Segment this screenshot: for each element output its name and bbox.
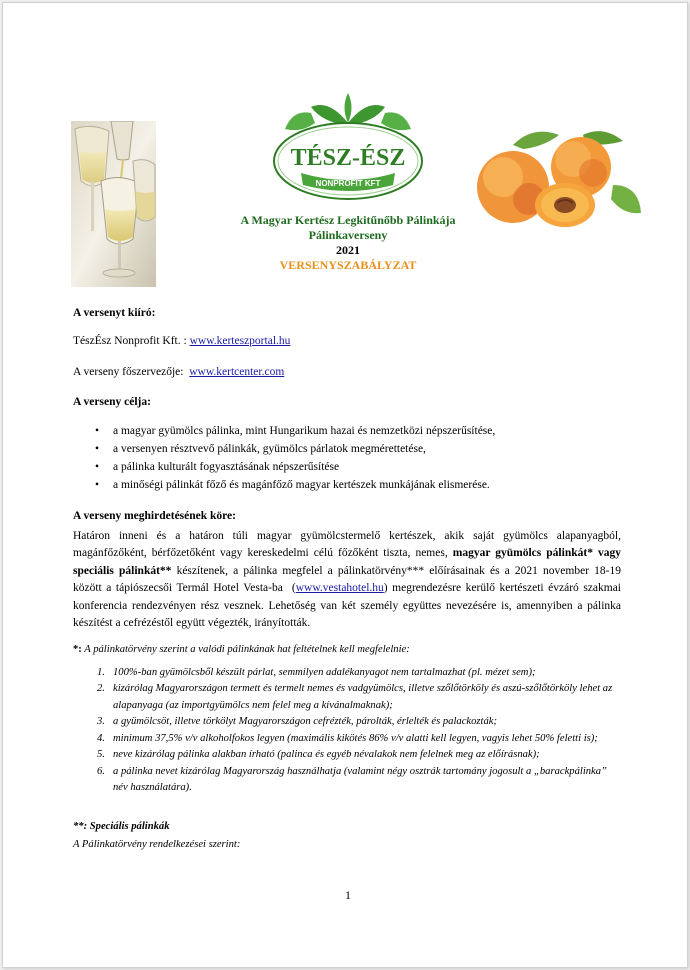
goal-item: • a magyar gyümölcs pálinka, mint Hungarikum hazai és nemzetközi népszerűsítése, <box>73 422 621 440</box>
goals-heading: A verseny célja: <box>73 396 151 408</box>
law-intro <box>73 642 621 659</box>
special-palinka-intro: A Pálinkatörvény rendelkezései szerint: <box>73 839 241 851</box>
goal-item: • a minőségi pálinkát főző és magánfőző magyar kertészek munkájának elismerése. <box>73 476 621 494</box>
competition-subtitle: Pálinkaverseny <box>308 228 388 242</box>
logo-text: TÉSZ-ÉSZ <box>290 145 406 171</box>
law-condition: 6. a pálinka nevet kizárólag Magyarország használhatja (valamint négy osztrák tartomány jogosult a „barackpálinka” név használatára). <box>97 765 607 794</box>
goals-list <box>73 422 621 494</box>
competition-year: 2021 <box>336 243 360 257</box>
law-condition: 1. 100%-ban gyümölcsből készült párlat, semmilyen adalékanyagot nem tartalmazhat (pl. mézet sem); <box>97 666 536 678</box>
special-palinka-heading: **: Speciális pálinkák <box>73 820 170 832</box>
scope-text-1: Határon inneni és a határon túli magyar gyümölcstermelő kertészek, akik saját gyümölcs alapanyagból, magánfőzőként, bérfőzetőként vagy kereskedelmi célú főzőként tiszta, nemes, <box>73 530 621 560</box>
chief-organizer-label: A verseny főszervezője: <box>73 366 190 378</box>
law-intro-text: A pálinkatörvény szerint a valódi pálinkának hat feltételnek kell megfelelnie: <box>81 644 410 656</box>
organizer-name: TészÉsz Nonprofit Kft. : <box>73 335 190 347</box>
law-condition: 4. minimum 37,5% v/v alkoholfokos legyen (maximális kikötés 86% v/v alatti kell legyen, vagyis lehet 50% feletti is); <box>97 732 598 744</box>
law-conditions-list <box>73 665 621 797</box>
page-number: 1 <box>345 888 351 902</box>
palinka-glass-image <box>71 121 156 287</box>
organizer-line <box>73 333 621 349</box>
kerteszportal-link[interactable]: www.kerteszportal.hu <box>189 335 291 347</box>
document-body <box>73 305 624 854</box>
goal-item: • a pálinka kulturált fogyasztásának népszerűsítése <box>73 458 621 476</box>
scope-heading: A verseny meghirdetésének köre: <box>73 510 236 522</box>
scope-text-2: készítenek, a pálinka megfelel a pálinkatörvény*** előírásainak és a 2021 november 18-19 között a tápiószecsői Termál Hotel Vesta-ba ( <box>73 564 624 595</box>
rules-heading: VERSENYSZABÁLYZAT <box>279 258 417 272</box>
chief-organizer-line <box>73 364 621 380</box>
scope-paragraph <box>73 528 624 632</box>
law-condition: 5. neve kizárólag pálinka alakban írható (palinca és egyéb névalakok nem felelnek meg az előírásnak); <box>97 749 540 761</box>
document-title-block <box>208 213 488 273</box>
scope-text-3: ) megrendezésre kerülő kertészeti évzáró szakmai konferencia rendezvényen rész vesznek. Lehetőség van két személy együttes nevezésére is, amennyiben a pálinka készítést a cefrézéstől együtt végezték, irányították. <box>73 582 622 630</box>
vestahotel-link[interactable]: www.vestahotel.hu <box>295 582 384 595</box>
apricots-image <box>473 125 643 229</box>
goal-item: • a versenyen résztvevő pálinkák, gyümölcs párlatok megmérettetése, <box>73 440 621 458</box>
document-page <box>2 2 688 968</box>
kertcenter-link[interactable]: www.kertcenter.com <box>189 366 285 378</box>
law-condition: 3. a gyümölcsöt, illetve törkölyt Magyarországon cefrézték, párolták, érlelték és palackozták; <box>97 716 498 728</box>
organizer-heading: A versenyt kiíró: <box>73 307 156 319</box>
law-condition: 2. kizárólag Magyarországon termett és termelt nemes és vadgyümölcs, illetve szőlőtörköly és aszú-szőlőtörköly lehet az alapanyaga (az importgyümölcs nem felel meg a kívánalmaknak); <box>97 683 613 711</box>
logo-subtext: NONPROFIT KFT <box>315 179 381 188</box>
scope-bold-text: magyar gyümölcs pálinkát* vagy speciális pálinkát** <box>73 547 621 577</box>
tesz-esz-logo <box>271 89 425 207</box>
law-star: *: <box>73 644 82 656</box>
competition-title: A Magyar Kertész Legkitűnőbb Pálinkája <box>240 213 456 227</box>
